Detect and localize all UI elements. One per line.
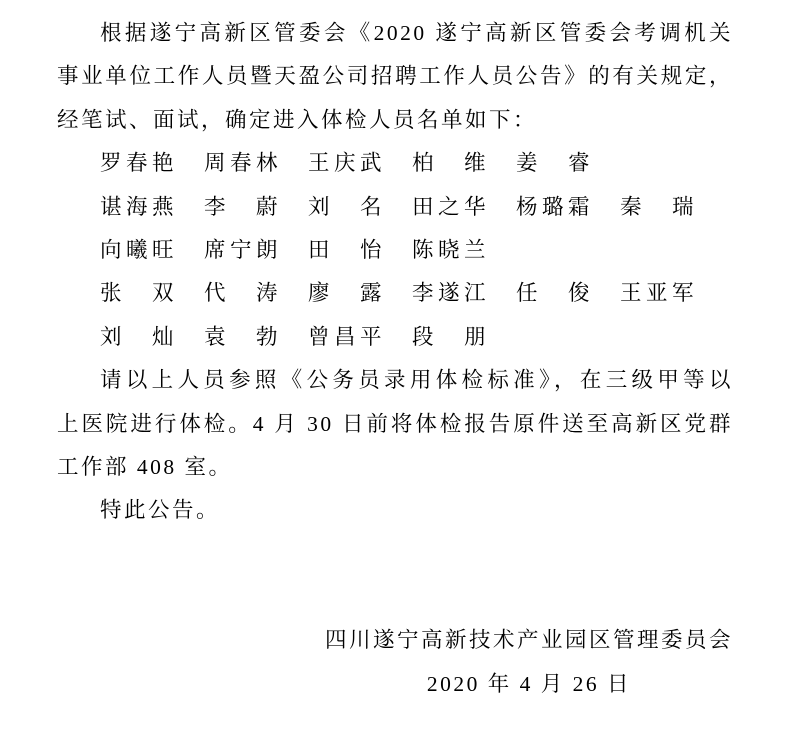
blank-space	[57, 533, 733, 620]
name-list-row: 张 双 代 涛 廖 露 李遂江 任 俊 王亚军	[100, 281, 699, 306]
paragraph-line: 事业单位工作人员暨天盈公司招聘工作人员公告》的有关规定，	[57, 64, 733, 89]
closing-line: 特此公告。	[100, 498, 221, 523]
paragraph-line: 上医院进行体检。4 月 30 日前将体检报告原件送至高新区党群	[57, 411, 733, 436]
body-paragraph-2	[57, 359, 733, 489]
signature-area	[57, 619, 733, 706]
name-list-row: 刘 灿 袁 勃 曾昌平 段 朋	[100, 324, 491, 349]
name-list-row: 谌海燕 李 蔚 刘 名 田之华 杨璐霜 秦 瑞	[100, 194, 699, 219]
name-list	[57, 142, 733, 359]
paragraph-line: 经笔试、面试，确定进入体检人员名单如下：	[57, 107, 538, 132]
signature-line: 四川遂宁高新技术产业园区管理委员会	[324, 628, 733, 653]
paragraph-line: 工作部 408 室。	[57, 454, 233, 479]
body-paragraph-1	[57, 12, 733, 142]
paragraph-line: 根据遂宁高新区管委会《2020 遂宁高新区管委会考调机关	[100, 21, 733, 45]
paragraph-line: 请以上人员参照《公务员录用体检标准》，在三级甲等以	[100, 368, 733, 393]
signature-block	[325, 619, 733, 706]
name-list-row: 向曦旺 席宁朗 田 怡 陈晓兰	[100, 237, 491, 262]
name-list-row: 罗春艳 周春林 王庆武 柏 维 姜 睿	[100, 151, 595, 176]
date-line: 2020 年 4 月 26 日	[426, 671, 632, 696]
